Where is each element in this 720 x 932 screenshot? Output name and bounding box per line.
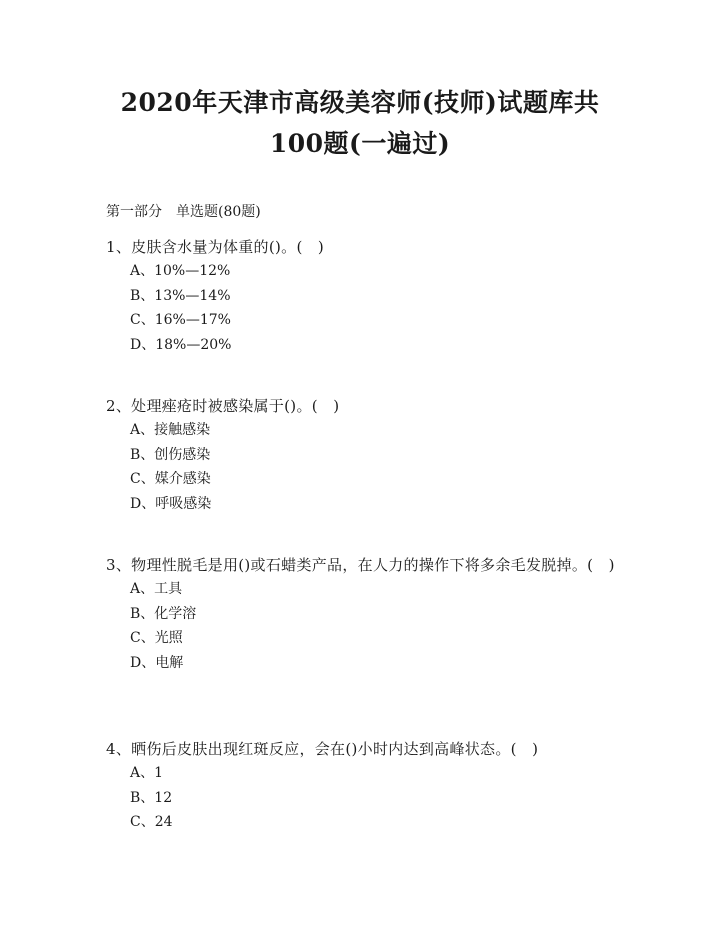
question-1 [106,235,626,357]
option-c: C、16%—17% [130,312,231,328]
option-c: C、媒介感染 [130,471,211,487]
question-3 [106,553,626,675]
option-d: D、呼吸感染 [130,495,212,512]
question-text: 3、物理性脱毛是用()或石蜡类产品，在人力的操作下将多余毛发脱掉。( ) [106,556,615,574]
document-title-line1: 2020年天津市高级美容师(技师)试题库共 [120,88,600,117]
option-list [106,577,626,675]
option-list [106,418,626,516]
question-text: 1、皮肤含水量为体重的()。( ) [106,238,325,256]
option-b: B、12 [130,789,173,806]
option-b: B、13%—14% [130,287,231,304]
option-c: C、24 [130,814,173,830]
option-d: D、电解 [130,654,184,671]
option-d: D、18%—20% [130,336,232,353]
question-2 [106,394,626,516]
option-a: A、10%—12% [130,263,231,279]
question-4 [106,737,626,835]
document-title-line2: 100题(一遍过) [269,129,451,158]
option-list [106,259,626,357]
section-heading: 第一部分 单选题(80题) [106,204,261,220]
option-a: A、接触感染 [130,422,211,438]
option-a: A、1 [130,765,164,781]
question-text: 2、处理痤疮时被感染属于()。( ) [106,397,340,415]
option-a: A、工具 [130,581,183,597]
option-b: B、化学溶 [130,605,197,622]
option-list [106,761,626,835]
option-b: B、创伤感染 [130,446,211,463]
question-text: 4、晒伤后皮肤出现红斑反应，会在()小时内达到高峰状态。( ) [106,740,539,758]
option-c: C、光照 [130,630,183,646]
